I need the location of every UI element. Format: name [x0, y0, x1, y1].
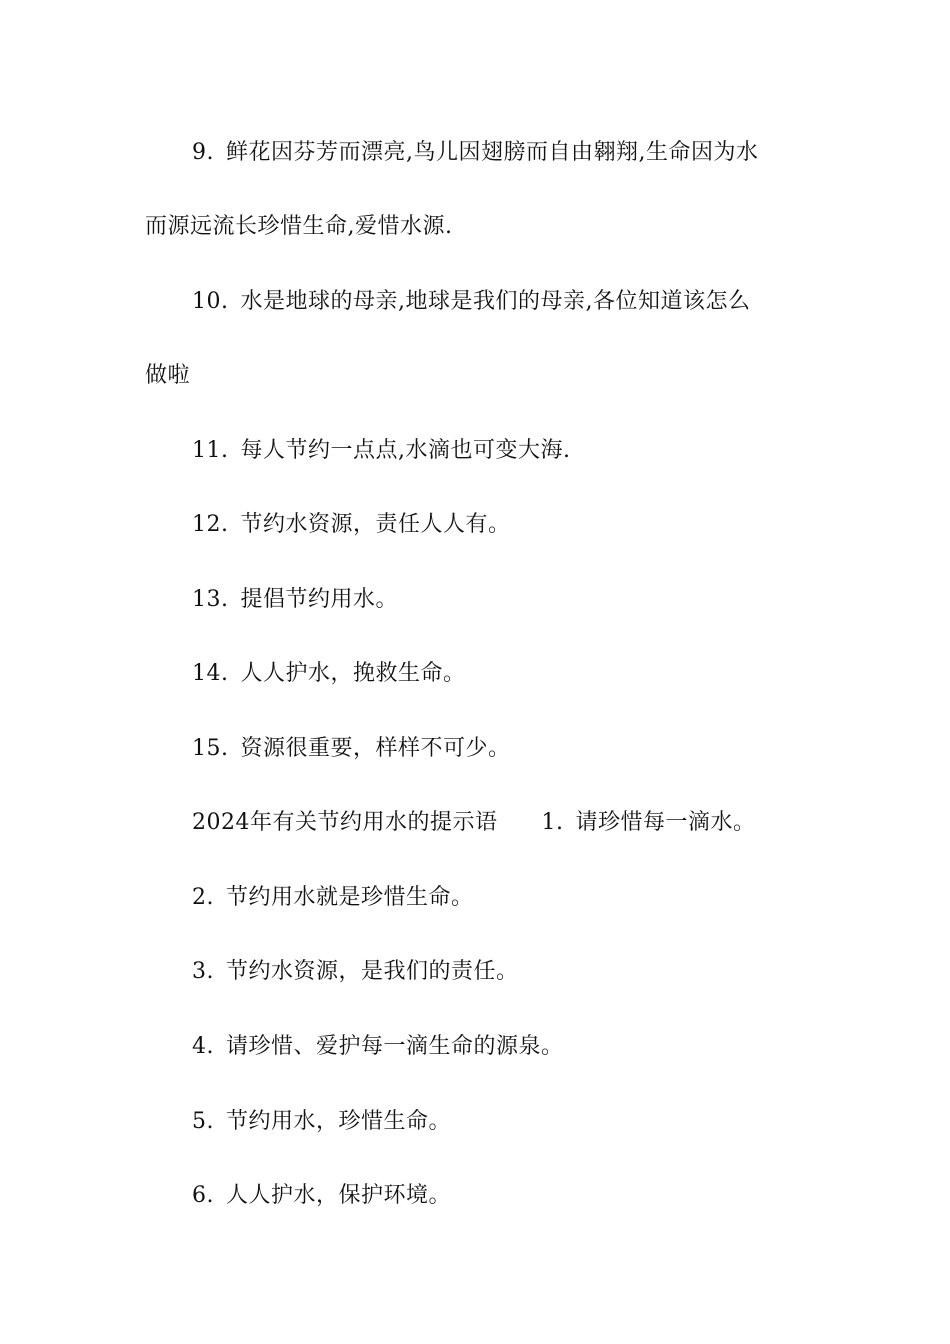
item-text: 鲜花因芬芳而漂亮,鸟儿因翅膀而自由翱翔,生命因为水: [226, 140, 759, 165]
list-item: [192, 436, 571, 466]
list-item: [192, 138, 759, 168]
item-number: 6.: [192, 1183, 214, 1208]
item-text: 每人节约一点点,水滴也可变大海.: [240, 438, 571, 463]
item-number: 4.: [192, 1034, 214, 1059]
item-text: 人人护水，挽救生命。: [240, 661, 466, 686]
item-number: 11.: [192, 438, 229, 463]
list-item-continuation: [145, 361, 190, 391]
section-heading-line: [192, 808, 756, 838]
list-item: [192, 883, 474, 913]
list-item: [192, 510, 511, 540]
item-text: 节约水资源，是我们的责任。: [226, 959, 519, 984]
item-text: 节约用水就是珍惜生命。: [226, 885, 474, 910]
item-text: 节约水资源，责任人人有。: [240, 512, 511, 537]
list-item: [192, 1181, 451, 1211]
item-text: 资源很重要，样样不可少。: [240, 736, 511, 761]
list-item: [192, 585, 398, 615]
item-number: 9.: [192, 140, 214, 165]
list-item: [192, 287, 751, 317]
item-number: 5.: [192, 1109, 214, 1134]
item-number: 10.: [192, 289, 229, 314]
item-number: 12.: [192, 512, 229, 537]
list-item-continuation: [145, 212, 453, 242]
item-text: 请珍惜、爱护每一滴生命的源泉。: [226, 1034, 564, 1059]
list-item: [192, 659, 466, 689]
item-text: 请珍惜每一滴水。: [575, 810, 756, 835]
item-text: 提倡节约用水。: [240, 587, 399, 612]
item-text: 做啦: [145, 363, 191, 388]
item-number: 15.: [192, 736, 229, 761]
item-number: 13.: [192, 587, 229, 612]
item-text: 节约用水，珍惜生命。: [226, 1109, 452, 1134]
item-number: 3.: [192, 959, 214, 984]
list-item: [192, 1107, 451, 1137]
list-item: [192, 734, 511, 764]
list-item: [192, 1032, 564, 1062]
item-number: 14.: [192, 661, 229, 686]
item-text: 水是地球的母亲,地球是我们的母亲,各位知道该怎么: [240, 289, 751, 314]
item-number: 2.: [192, 885, 214, 910]
section-heading: 2024年有关节约用水的提示语: [192, 810, 498, 835]
item-text: 而源远流长珍惜生命,爱惜水源.: [145, 214, 453, 239]
item-number: 1.: [541, 810, 564, 835]
list-item: [192, 957, 519, 987]
item-text: 人人护水，保护环境。: [226, 1183, 452, 1208]
